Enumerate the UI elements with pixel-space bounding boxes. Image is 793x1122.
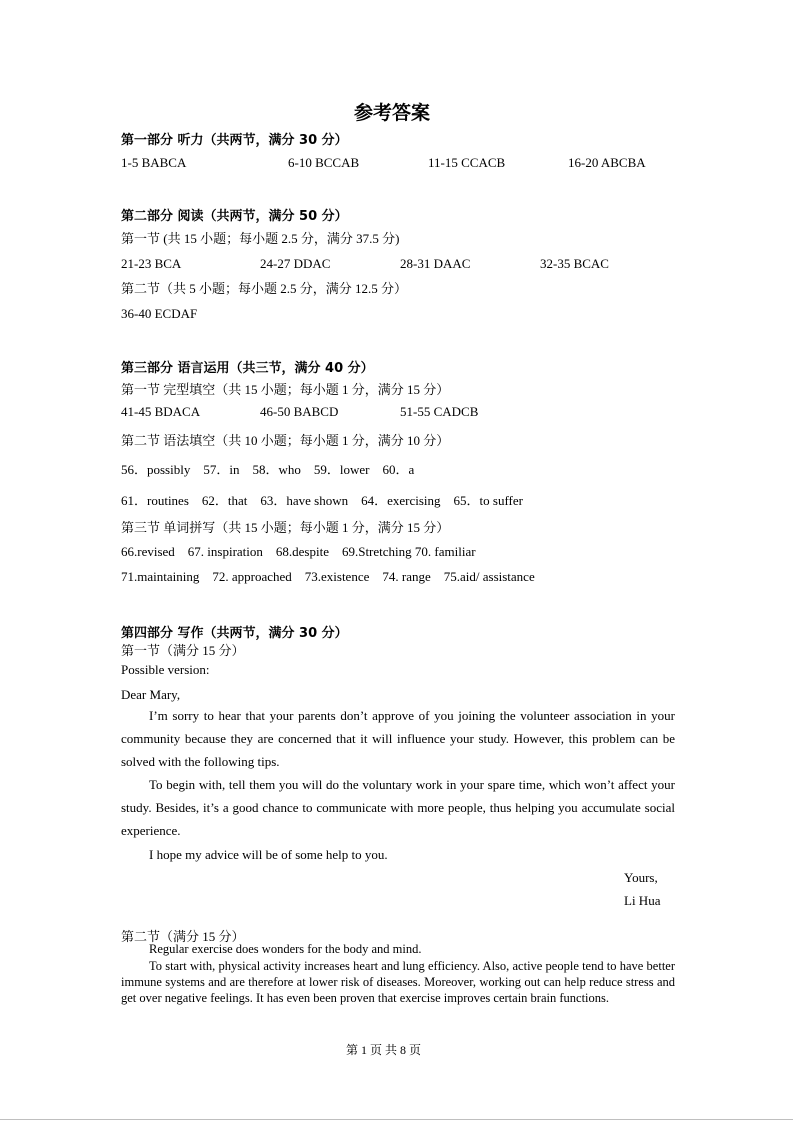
part1-answer-4: 16-20 ABCBA [568,155,646,170]
letter-paragraph-1: I’m sorry to hear that your parents don’t approve of you joining the volunteer association in your community because they are concerned that it will influence your study. However, this problem can be solved with the following tips. [121,708,675,769]
part2-section2-title: 第二节（共 5 小题；每小题 2.5 分，满分 12.5 分） [121,281,408,296]
part1-answer-1: 1-5 BABCA [121,155,187,170]
part1-answer-3: 11-15 CCACB [428,155,506,170]
part2-answer-2: 24-27 DDAC [260,256,331,271]
part3-grammar-line-1: 56．possibly 57．in 58．who 59．lower 60．a [121,462,415,477]
essay-line-1: Regular exercise does wonders for the body and mind. [149,942,422,956]
part2-answer-4: 32-35 BCAC [540,256,609,271]
part2-heading: 第二部分 阅读（共两节，满分 50 分） [121,209,348,224]
part2-answer-3: 28-31 DAAC [400,256,471,271]
part1-answer-2: 6-10 BCCAB [288,155,360,170]
part1-heading: 第一部分 听力（共两节，满分 30 分） [121,133,348,148]
part3-section3-title: 第三节 单词拼写（共 15 小题；每小题 1 分，满分 15 分） [121,520,450,535]
page-number-footer: 第 1 页 共 8 页 [346,1043,422,1057]
part2-section2-answer: 36-40 ECDAF [121,306,198,321]
part4-section2-title: 第二节（满分 15 分） [121,929,245,944]
part4-heading: 第四部分 写作（共两节，满分 30 分） [121,626,348,641]
letter-salutation: Dear Mary, [121,687,181,702]
part2-section1-title: 第一节 (共 15 小题；每小题 2.5 分，满分 37.5 分) [121,231,400,246]
possible-version-label: Possible version: [121,662,210,677]
letter-signature: Li Hua [624,893,661,908]
part3-answer-3: 51-55 CADCB [400,404,479,419]
essay-paragraph: To start with, physical activity increases heart and lung efficiency. Also, active people tend to have better immune systems and are therefore at lower risk of diseases. Moreover, working out can help reduce stress and get over negative feelings. It has even been proven that exercise improves certain brain functions. [121,959,675,1005]
letter-paragraph-2: To begin with, tell them you will do the voluntary work in your spare time, which won’t affect your study. Besides, it’s a good chance to communicate with more people, thus helping you accumulate social experience. [121,777,675,838]
part3-section1-title: 第一节 完型填空（共 15 小题；每小题 1 分，满分 15 分） [121,382,450,397]
part2-answer-1: 21-23 BCA [121,256,182,271]
part3-grammar-line-2: 61．routines 62．that 63．have shown 64．exercising 65．to suffer [121,493,523,508]
letter-paragraph-3: I hope my advice will be of some help to you. [149,847,388,862]
part3-section2-title: 第二节 语法填空（共 10 小题；每小题 1 分，满分 10 分） [121,433,450,448]
part3-heading: 第三部分 语言运用（共三节，满分 40 分） [121,361,374,376]
part3-spelling-line-2: 71.maintaining 72. approached 73.existence 74. range 75.aid/ assistance [121,569,535,584]
letter-closing: Yours, [624,870,658,885]
part3-answer-1: 41-45 BDACA [121,404,201,419]
part3-answer-2: 46-50 BABCD [260,404,339,419]
bottom-divider [0,1119,793,1120]
part3-spelling-line-1: 66.revised 67. inspiration 68.despite 69.Stretching 70. familiar [121,544,476,559]
page-title: 参考答案 [354,102,431,124]
part4-section1-title: 第一节（满分 15 分） [121,643,245,658]
